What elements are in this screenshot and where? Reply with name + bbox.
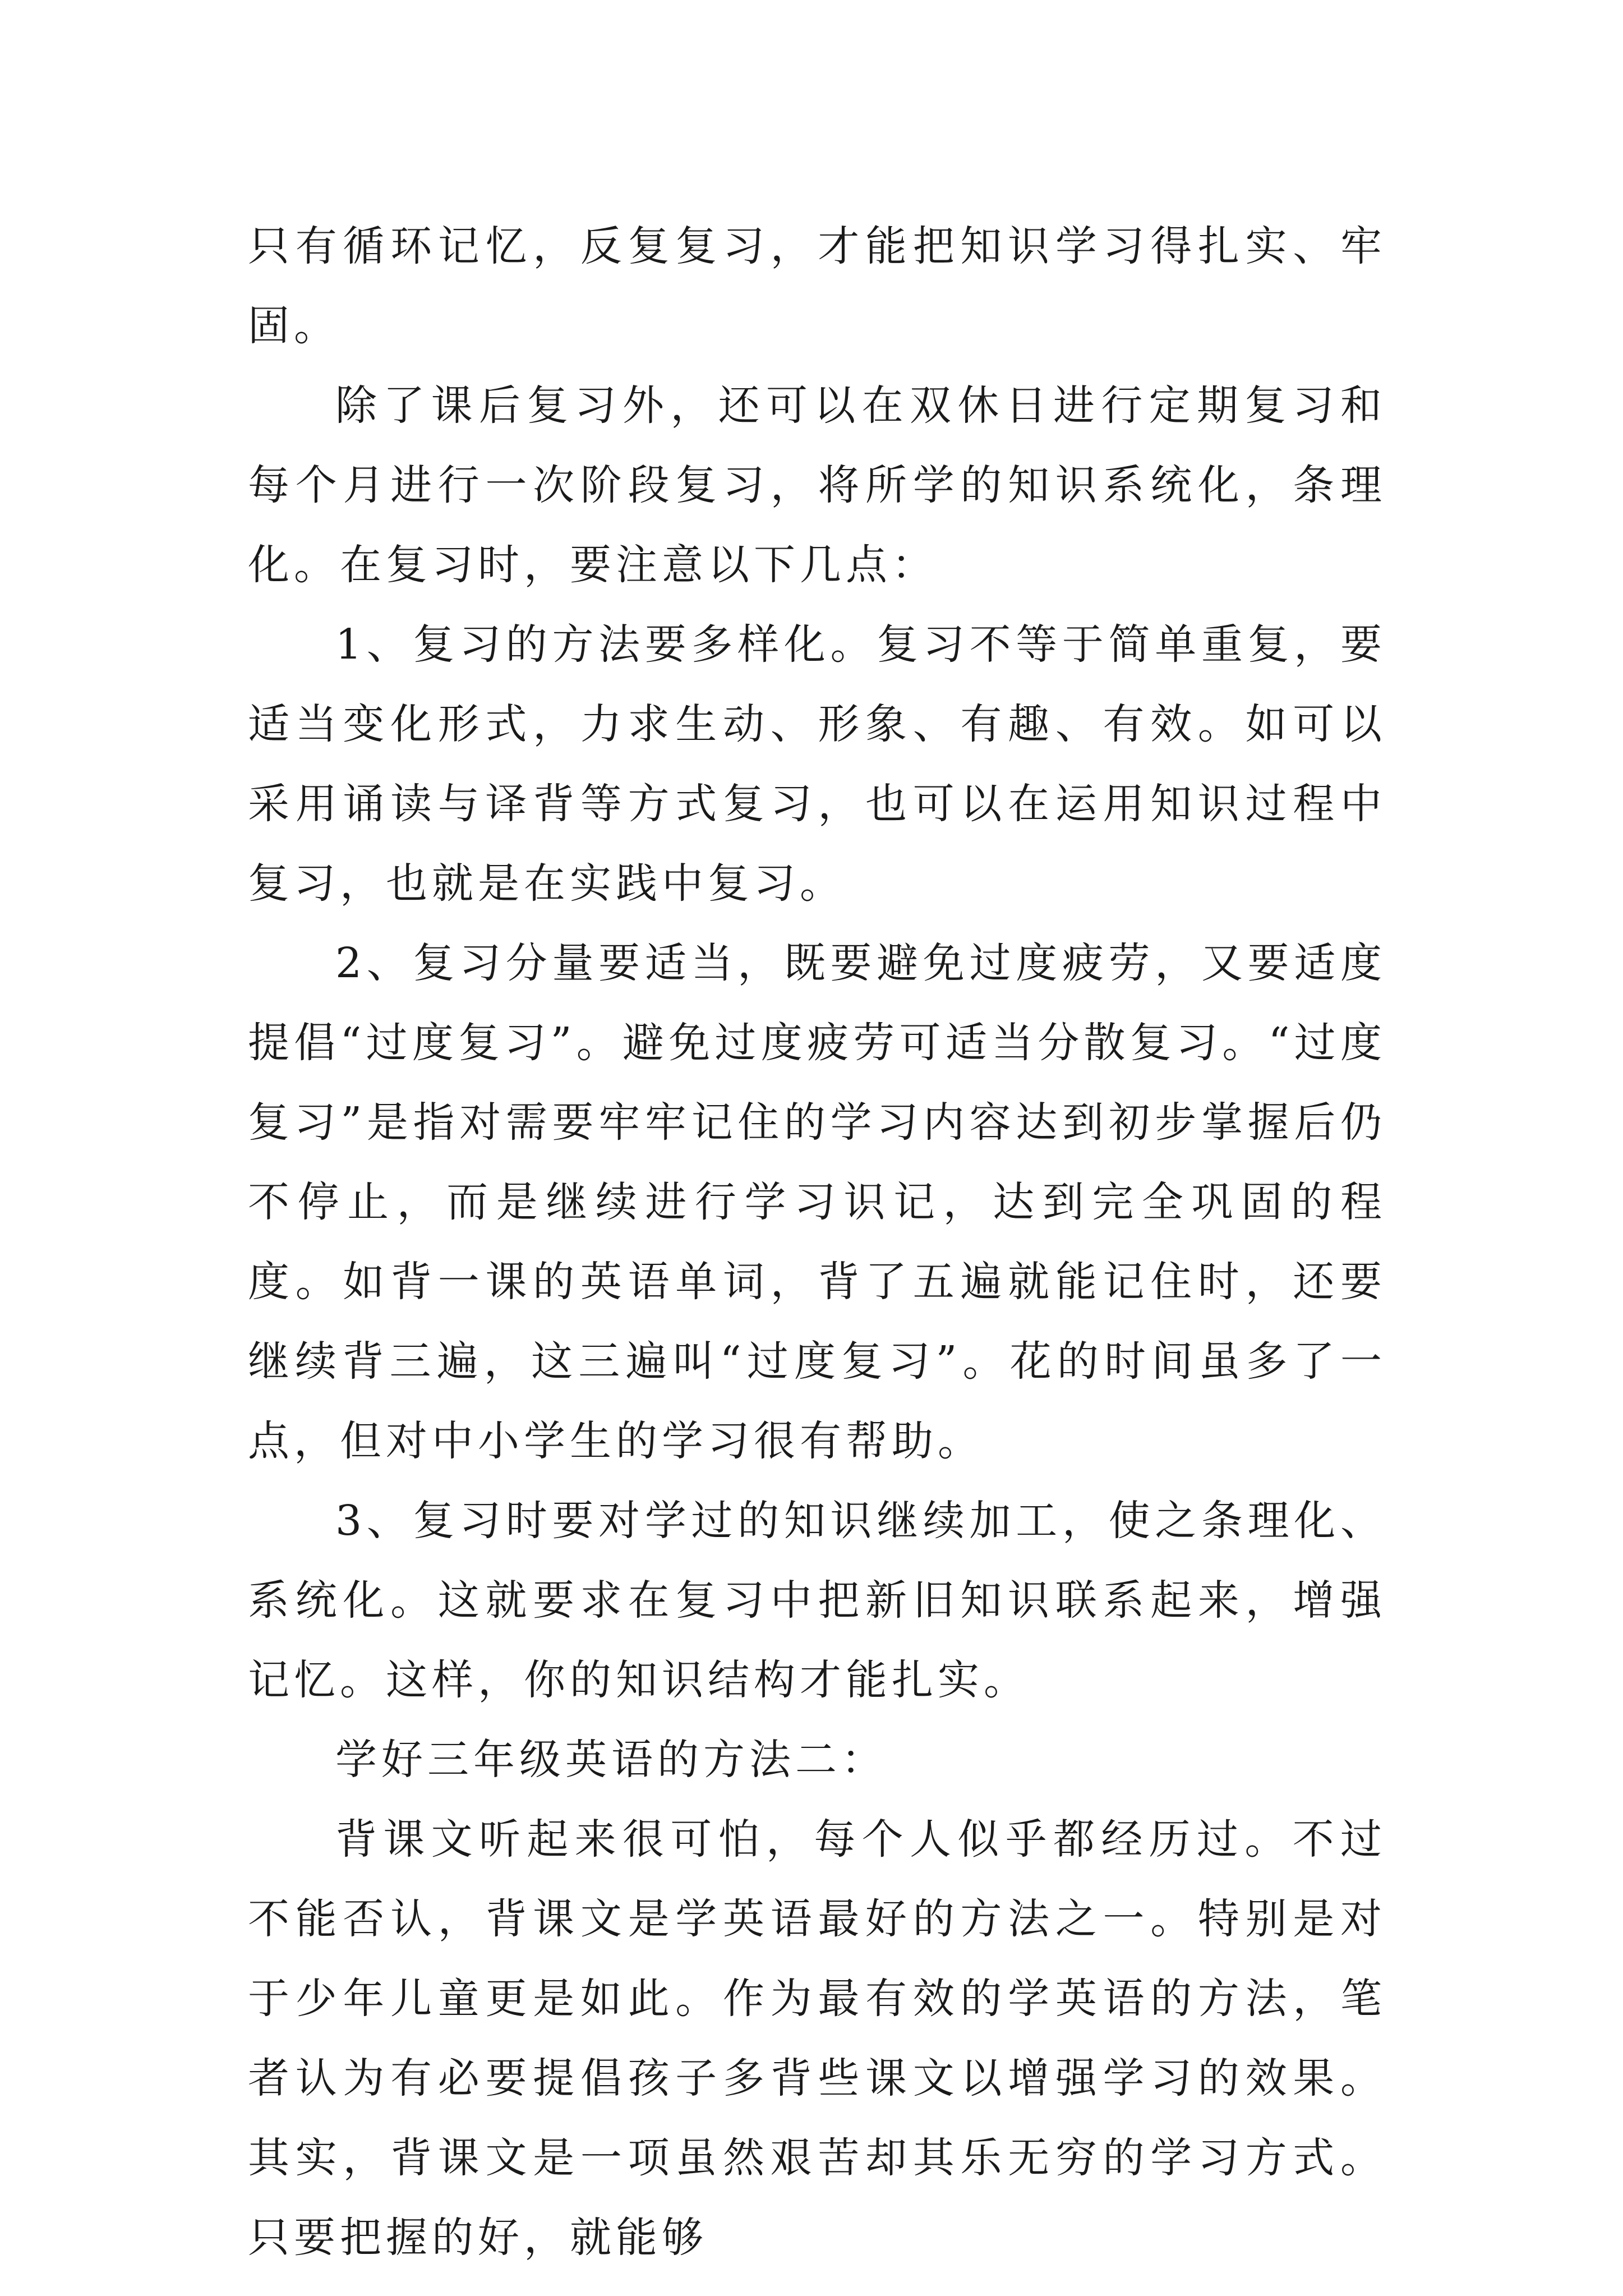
paragraph-3: 1、复习的方法要多样化。复习不等于简单重复，要适当变化形式，力求生动、形象、有趣、有效。如可以采用诵读与译背等方式复习，也可以在运用知识过程中复习，也就是在实践中复习。 bbox=[248, 620, 1386, 908]
paragraph-7: 背课文听起来很可怕，每个人似乎都经历过。不过不能否认，背课文是学英语最好的方法之一。特别是对于少年儿童更是如此。作为最有效的学英语的方法，笔者认为有必要提倡孩子多背些课文以增强学习的效果。其实，背课文是一项虽然艰苦却其乐无穷的学习方式。只要把握的好，就能够 bbox=[248, 1815, 1386, 2262]
paragraph-4: 2、复习分量要适当，既要避免过度疲劳，又要适度提倡“过度复习”。避免过度疲劳可适当分散复习。“过度复习”是指对需要牢牢记住的学习内容达到初步掌握后仍不停止，而是继续进行学习识记，达到完全巩固的程度。如背一课的英语单词，背了五遍就能记住时，还要继续背三遍，这三遍叫“过度复习”。花的时间虽多了一点，但对中小学生的学习很有帮助。 bbox=[248, 939, 1386, 1465]
paragraph-5: 3、复习时要对学过的知识继续加工，使之条理化、系统化。这就要求在复习中把新旧知识联系起来，增强记忆。这样，你的知识结构才能扎实。 bbox=[248, 1497, 1386, 1704]
paragraph-1: 只有循环记忆，反复复习，才能把知识学习得扎实、牢固。 bbox=[248, 222, 1386, 350]
section-heading: 学好三年级英语的方法二： bbox=[335, 1736, 887, 1784]
document-body bbox=[248, 206, 1386, 2277]
paragraph-2: 除了课后复习外，还可以在双休日进行定期复习和每个月进行一次阶段复习，将所学的知识系统化，条理化。在复习时，要注意以下几点： bbox=[248, 381, 1386, 589]
